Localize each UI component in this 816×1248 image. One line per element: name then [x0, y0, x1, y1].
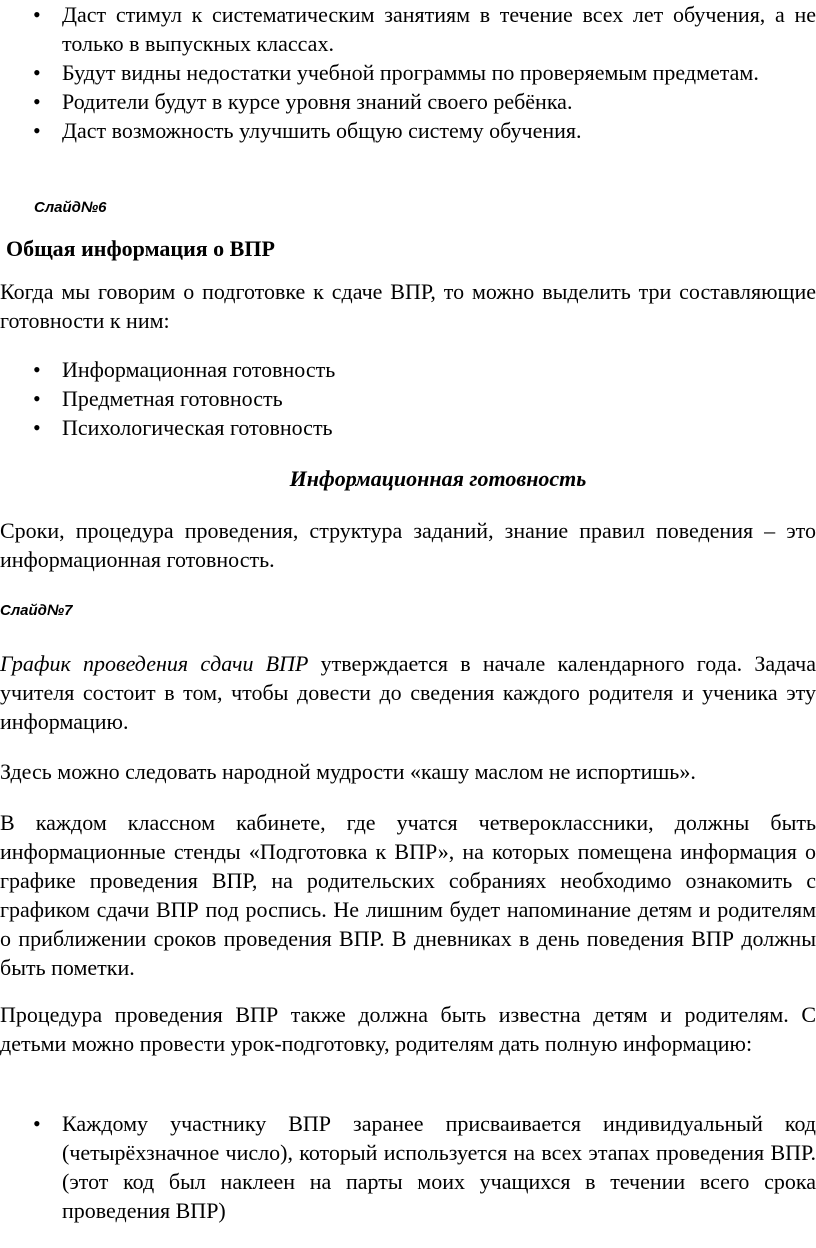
bullet-icon: • — [33, 357, 41, 382]
schedule-paragraph — [0, 649, 816, 736]
list-item: • Даст стимул к систематическим занятиям в течение всех лет обучения, а не только в выпускных классах. — [33, 2, 816, 56]
slide-label: Слайд№7 — [0, 602, 73, 619]
list-item: • Информационная готовность — [33, 357, 336, 382]
list-item: • Родители будут в курсе уровня знаний своего ребёнка. — [33, 89, 573, 114]
bullet-icon: • — [33, 386, 41, 411]
list-item: • Будут видны недостатки учебной программы по проверяемым предметам. — [33, 60, 759, 85]
list-item: • Каждому участнику ВПР заранее присваивается индивидуальный код (четырёхзначное число), который используется на всех этапах проведения ВПР. (этот код был наклеен на парты моих учащихся в течении всего срока проведения ВПР) — [33, 1111, 816, 1223]
classroom-paragraph: В каждом классном кабинете, где учатся четвероклассники, должны быть информационные стенды «Подготовка к ВПР», на которых помещена информация о графике проведения ВПР, на родительских собраниях необходимо ознакомить с графиком сдачи ВПР под роспись. Не лишним будет напоминание детям и родителям о приближении сроков проведения ВПР. В дневниках в день поведения ВПР должны быть пометки. — [0, 810, 816, 980]
list-item: • Предметная готовность — [33, 386, 283, 411]
schedule-italic: График проведения сдачи ВПР — [0, 651, 309, 676]
procedure-paragraph: Процедура проведения ВПР также должна быть известна детям и родителям. С детьми можно провести урок-подготовку, родителям дать полную информацию: — [0, 1002, 816, 1056]
slide-label: Слайд№6 — [34, 199, 107, 216]
bullet-icon: • — [33, 60, 41, 85]
readiness-bullet-list — [0, 355, 816, 442]
bullet-icon: • — [33, 1111, 41, 1136]
top-bullet-list — [0, 0, 816, 145]
code-bullet-list — [0, 1109, 816, 1225]
wisdom-paragraph: Здесь можно следовать народной мудрости «кашу маслом не испортишь». — [0, 759, 696, 784]
bullet-icon: • — [33, 89, 41, 114]
intro-paragraph: Когда мы говорим о подготовке к сдаче ВПР, то можно выделить три составляющие готовности к ним: — [0, 279, 816, 333]
bullet-icon: • — [33, 2, 41, 27]
list-item: • Психологическая готовность — [33, 415, 333, 440]
info-paragraph: Сроки, процедура проведения, структура заданий, знание правил поведения – это информационная готовность. — [0, 518, 816, 572]
subheading: Информационная готовность — [289, 466, 587, 491]
bullet-icon: • — [33, 415, 41, 440]
section-title: Общая информация о ВПР — [6, 236, 275, 261]
schedule-rest: утверждается в начале календарного года. Задача учителя состоит в том, чтобы довести до сведения каждого родителя и ученика эту информацию. — [0, 651, 816, 734]
list-item: • Даст возможность улучшить общую систему обучения. — [33, 118, 582, 143]
bullet-icon: • — [33, 118, 41, 143]
